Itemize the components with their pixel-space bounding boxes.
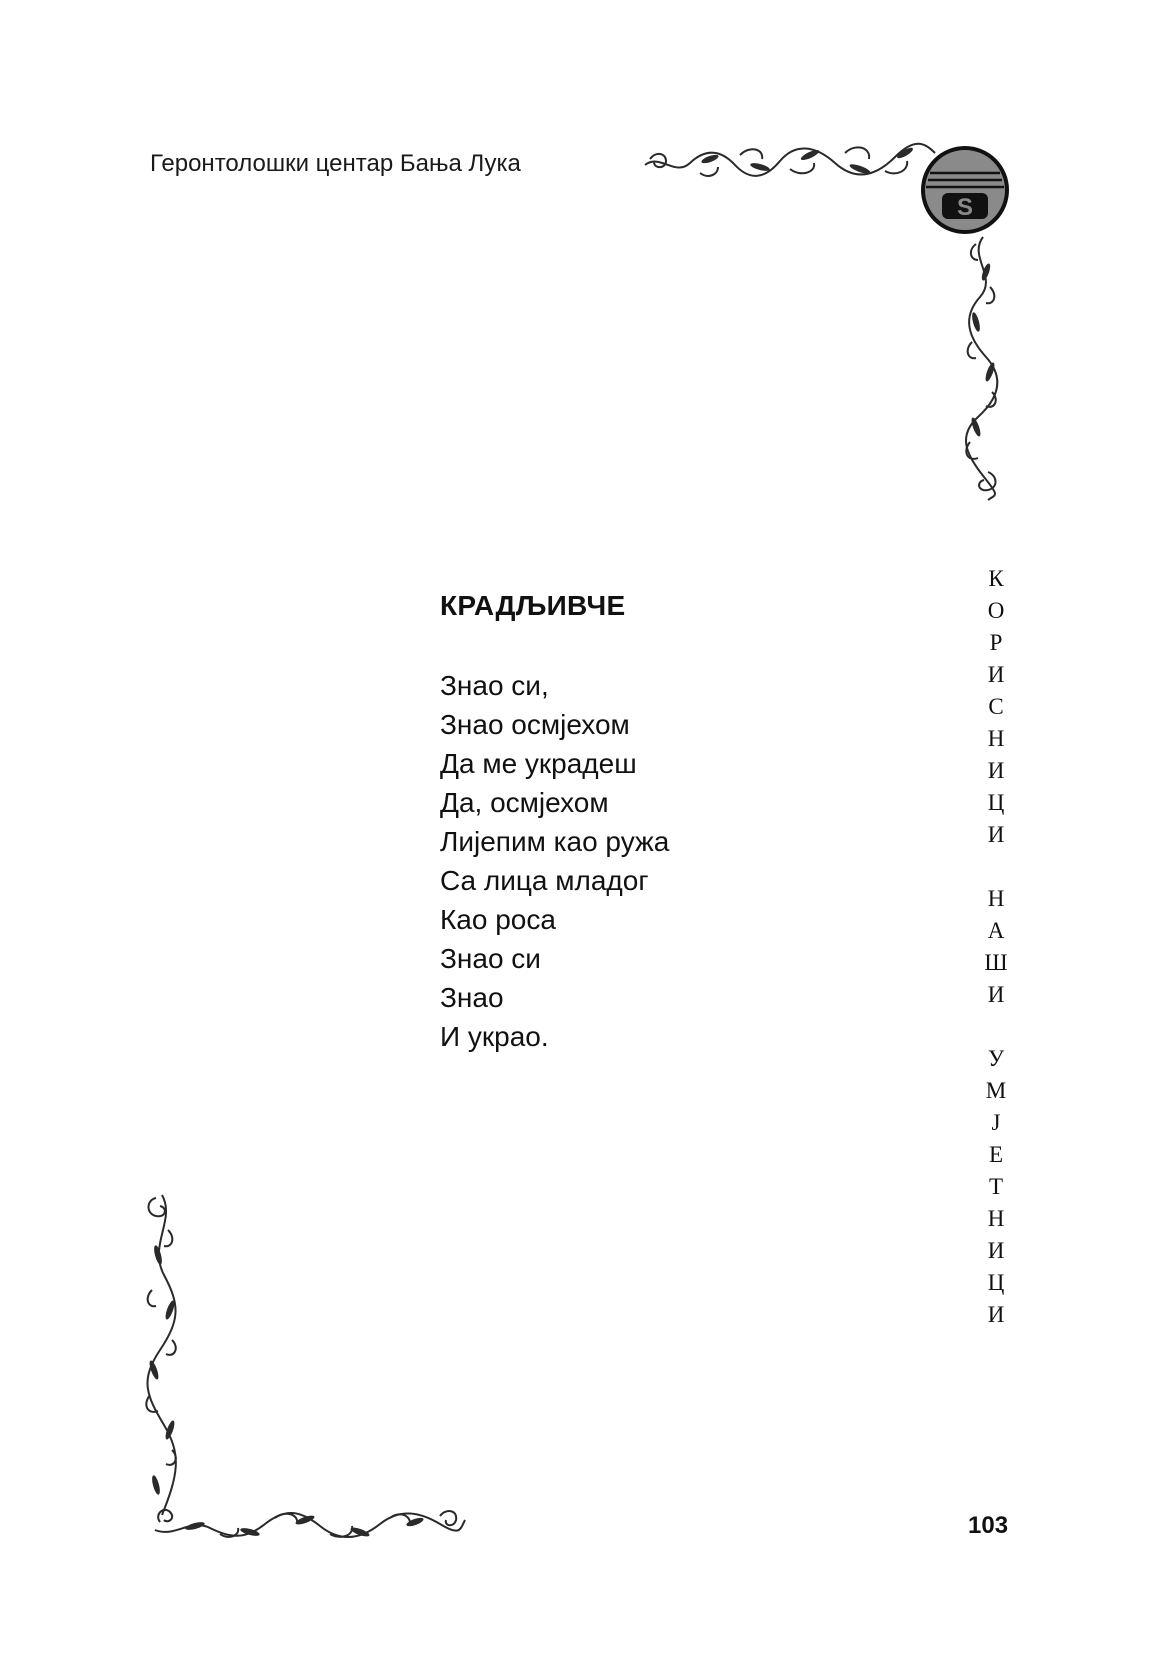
side-letter: А: [987, 918, 1005, 943]
poem-line: И украо.: [440, 1021, 549, 1052]
side-letter: Н: [987, 886, 1005, 911]
poem-line: Знао: [440, 982, 504, 1013]
side-letter: И: [987, 1238, 1005, 1263]
side-letter: С: [988, 694, 1004, 719]
side-letter: Р: [989, 630, 1003, 655]
side-letter: Т: [988, 1174, 1004, 1199]
side-letter: У: [987, 1046, 1005, 1071]
page-number: 103: [968, 1512, 1009, 1539]
top-vine-ornament: [640, 135, 940, 190]
poem-title: КРАДЉИВЧЕ: [440, 590, 626, 621]
side-letter: Ц: [987, 790, 1005, 815]
side-letter: К: [988, 566, 1004, 591]
side-section-label: [985, 563, 1007, 1331]
side-letter: Н: [987, 1206, 1005, 1231]
poem-line: Да ме украдеш: [440, 748, 637, 779]
poem-lines: [440, 666, 669, 1056]
running-header: Геронтолошки центар Бања Лука: [150, 150, 521, 177]
logo-letter: S: [956, 194, 974, 221]
side-letter: И: [987, 982, 1005, 1007]
side-letter: И: [987, 758, 1005, 783]
left-vine-ornament: [138, 1190, 188, 1520]
side-letter: О: [987, 598, 1005, 623]
side-letter: М: [985, 1078, 1007, 1103]
poem-line: Да, осмјехом: [440, 787, 609, 818]
side-letter: Ц: [987, 1270, 1005, 1295]
side-letter: И: [987, 1302, 1005, 1327]
bottom-vine-ornament: [150, 1500, 470, 1545]
side-letter: И: [987, 662, 1005, 687]
poem-line: Као роса: [440, 904, 556, 935]
poem: [440, 590, 669, 1056]
poem-line: Знао си,: [440, 670, 549, 701]
poem-line: Знао осмјехом: [440, 709, 630, 740]
side-letter: Е: [988, 1142, 1004, 1167]
side-letter: И: [987, 822, 1005, 847]
poem-line: Лијепим као ружа: [440, 826, 670, 857]
poem-line: Знао си: [440, 943, 541, 974]
side-letter: Н: [987, 726, 1005, 751]
right-vine-ornament: [958, 232, 1008, 502]
side-letter: Ш: [984, 950, 1008, 975]
logo-icon: [920, 145, 1010, 235]
poem-line: Са лица младог: [440, 865, 649, 896]
side-letter: Ј: [991, 1110, 1001, 1135]
